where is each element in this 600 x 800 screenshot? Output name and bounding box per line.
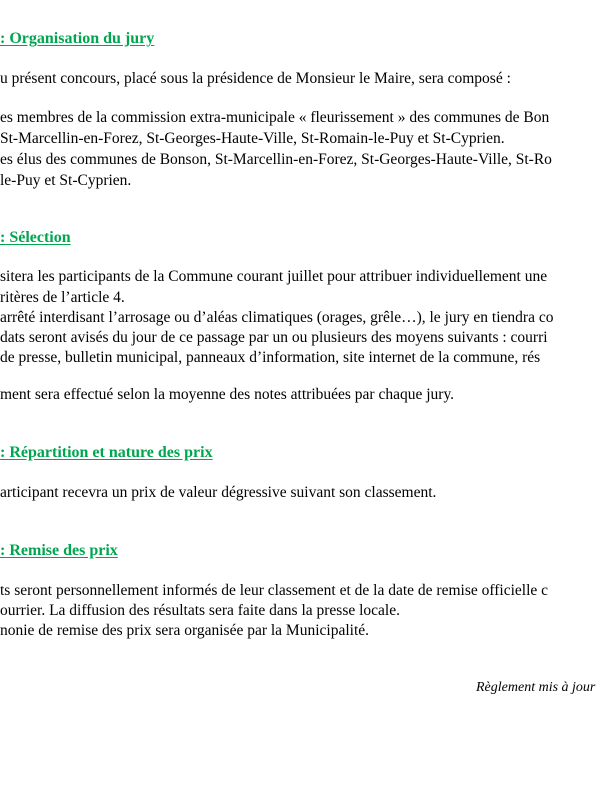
paragraph-line: St-Marcellin-en-Forez, St-Georges-Haute-Ville, St-Romain-le-Puy et St-Cyprien. (0, 130, 505, 147)
paragraph-line: articipant recevra un prix de valeur dégressive suivant son classement. (0, 484, 437, 501)
section-heading-repartition: : Répartition et nature des prix (0, 444, 213, 461)
section-heading-organisation: : Organisation du jury (0, 30, 155, 47)
paragraph-line: ment sera effectué selon la moyenne des notes attribuées par chaque jury. (0, 386, 455, 403)
paragraph-line: arrêté interdisant l’arrosage ou d’aléas climatiques (orages, grêle…), le jury en tiendra co (0, 309, 554, 326)
section-heading-selection: : Sélection (0, 229, 71, 246)
paragraph-line: ritères de l’article 4. (0, 289, 125, 306)
paragraph-line: dats seront avisés du jour de ce passage par un ou plusieurs des moyens suivants : courri (0, 329, 548, 346)
paragraph-line: sitera les participants de la Commune courant juillet pour attribuer individuellement une (0, 268, 548, 285)
paragraph-line: u présent concours, placé sous la présidence de Monsieur le Maire, sera composé : (0, 70, 511, 87)
paragraph-line: ts seront personnellement informés de leur classement et de la date de remise officielle c (0, 582, 549, 599)
section-heading-remise: : Remise des prix (0, 542, 118, 559)
paragraph-line: le-Puy et St-Cyprien. (0, 172, 132, 189)
paragraph-line: es élus des communes de Bonson, St-Marcellin-en-Forez, St-Georges-Haute-Ville, St-Ro (0, 151, 552, 168)
paragraph-line: es membres de la commission extra-municipale « fleurissement » des communes de Bon (0, 109, 550, 126)
footer-note: Règlement mis à jour (476, 680, 596, 695)
paragraph-line: ourrier. La diffusion des résultats sera faite dans la presse locale. (0, 602, 400, 619)
paragraph-line: de presse, bulletin municipal, panneaux d’information, site internet de la commune, rés (0, 349, 541, 366)
paragraph-line: nonie de remise des prix sera organisée par la Municipalité. (0, 622, 370, 639)
